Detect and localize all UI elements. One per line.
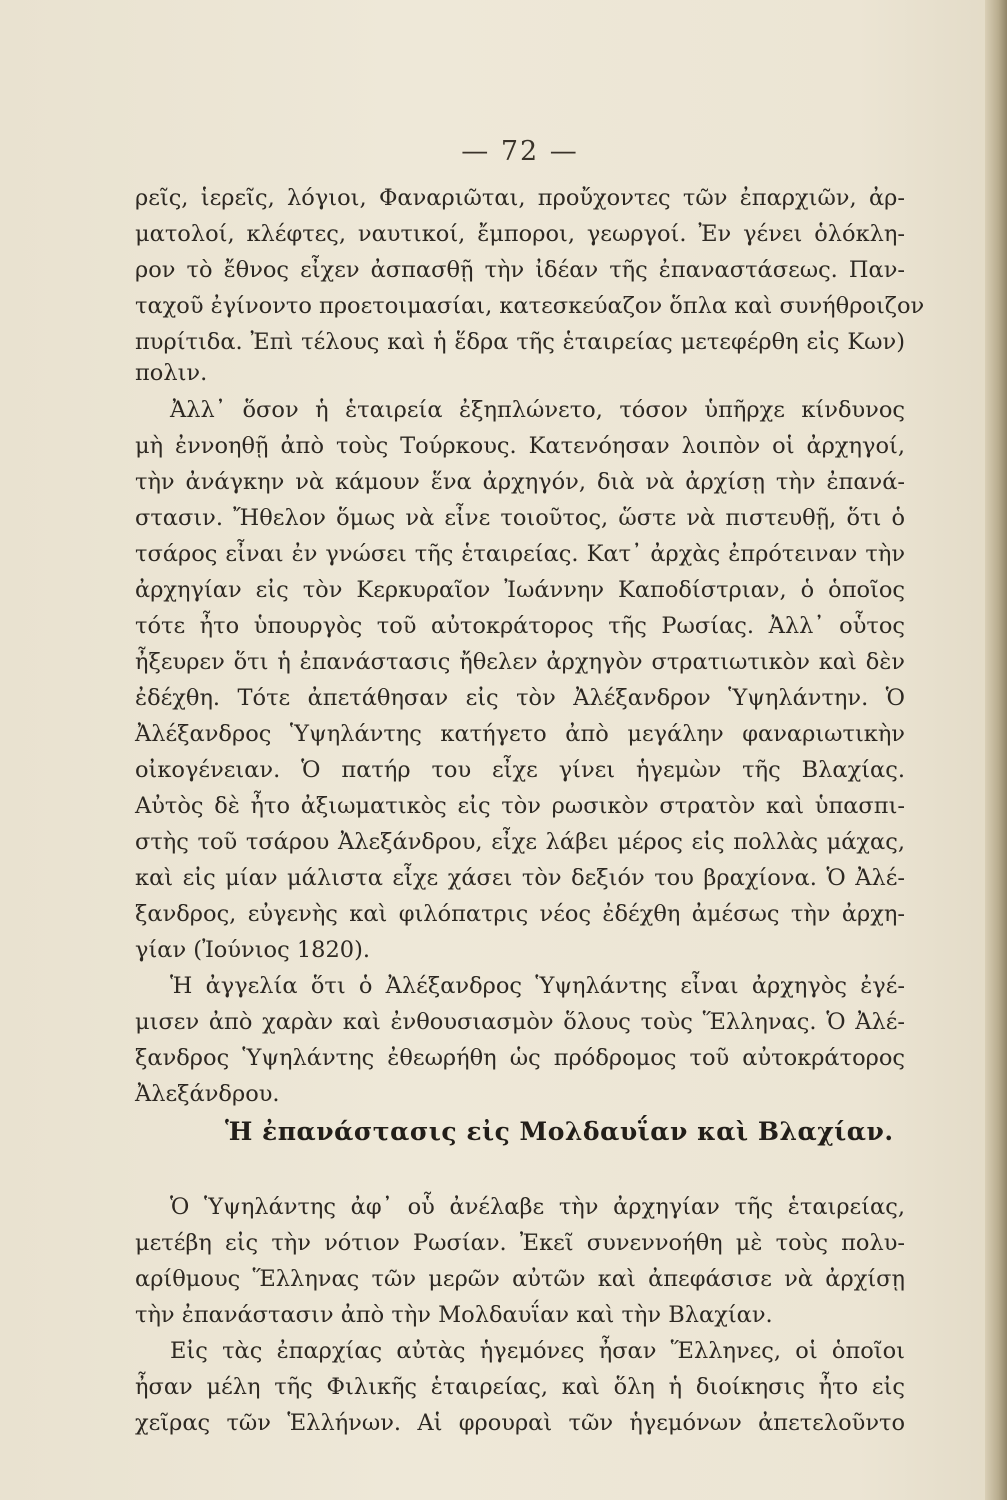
text-line: Ὁ Ὑψηλάντης ἀφ᾽ οὗ ἀνέλαβε τὴν ἀρχηγίαν τῆς ἑταιρείας,: [170, 1194, 905, 1220]
page-edge: [985, 0, 1007, 1500]
section-heading: Ἡ ἐπανάστασις εἰς Μολδαυΐαν καὶ Βλαχίαν.: [225, 1117, 894, 1146]
text-line: ἦσαν μέλη τῆς Φιλικῆς ἑταιρείας, καὶ ὅλη ἡ διοίκησις ἦτο εἰς: [135, 1374, 905, 1400]
text-line: Ἀλεξάνδρου.: [135, 1081, 280, 1107]
text-line: ρεῖς, ἱερεῖς, λόγιοι, Φαναριῶται, προὔχοντες τῶν ἐπαρχιῶν, ἀρ-: [135, 185, 905, 211]
text-line: ματολοί, κλέφτες, ναυτικοί, ἔμποροι, γεωργοί. Ἐν γένει ὁλόκλη-: [135, 221, 905, 247]
text-line: ξανδρος, εὐγενὴς καὶ φιλόπατρις νέος ἐδέχθη ἀμέσως τὴν ἀρχη-: [135, 901, 905, 927]
text-line: γίαν (Ἰούνιος 1820).: [135, 937, 371, 963]
text-line: οἰκογένειαν. Ὁ πατήρ του εἶχε γίνει ἡγεμὼν τῆς Βλαχίας.: [135, 757, 905, 783]
text-line: στασιν. Ἤθελον ὅμως νὰ εἶνε τοιοῦτος, ὥστε νὰ πιστευθῇ, ὅτι ὁ: [135, 505, 905, 531]
text-line: μετέβη εἰς τὴν νότιον Ρωσίαν. Ἐκεῖ συνεννοήθη μὲ τοὺς πολυ-: [135, 1230, 905, 1256]
text-line: ρον τὸ ἔθνος εἶχεν ἀσπασθῇ τὴν ἰδέαν τῆς ἐπαναστάσεως. Παν-: [135, 257, 905, 283]
page-number: — 72 —: [461, 136, 579, 167]
text-line: ξανδρος Ὑψηλάντης ἐθεωρήθη ὡς πρόδρομος τοῦ αὐτοκράτορος: [135, 1045, 905, 1071]
text-line: Ἀλέξανδρος Ὑψηλάντης κατήγετο ἀπὸ μεγάλην φαναριωτικὴν: [135, 721, 905, 747]
text-line: Ἡ ἀγγελία ὅτι ὁ Ἀλέξανδρος Ὑψηλάντης εἶναι ἀρχηγὸς ἐγέ-: [170, 973, 905, 999]
text-line: μισεν ἀπὸ χαρὰν καὶ ἐνθουσιασμὸν ὅλους τοὺς Ἕλληνας. Ὁ Ἀλέ-: [135, 1009, 905, 1035]
text-line: ἀρχηγίαν εἰς τὸν Κερκυραῖον Ἰωάννην Καποδίστριαν, ὁ ὁποῖος: [135, 577, 905, 603]
text-line: καὶ εἰς μίαν μάλιστα εἶχε χάσει τὸν δεξιόν του βραχίονα. Ὁ Ἀλέ-: [135, 865, 905, 891]
text-line: χεῖρας τῶν Ἑλλήνων. Αἱ φρουραὶ τῶν ἡγεμόνων ἀπετελοῦντο: [135, 1410, 905, 1436]
text-line: Αὐτὸς δὲ ἦτο ἀξιωματικὸς εἰς τὸν ρωσικὸν στρατὸν καὶ ὑπασπι-: [135, 793, 905, 819]
text-line: πολιν.: [135, 360, 208, 386]
text-line: ἦξευρεν ὅτι ἡ ἐπανάστασις ἤθελεν ἀρχηγὸν στρατιωτικὸν καὶ δὲν: [135, 649, 905, 675]
text-line: μὴ ἐννοηθῇ ἀπὸ τοὺς Τούρκους. Κατενόησαν λοιπὸν οἱ ἀρχηγοί,: [135, 433, 905, 459]
text-line: τὴν ἀνάγκην νὰ κάμουν ἕνα ἀρχηγόν, διὰ νὰ ἀρχίσῃ τὴν ἐπανά-: [135, 469, 905, 495]
text-line: Εἰς τὰς ἐπαρχίας αὐτὰς ἡγεμόνες ἦσαν Ἕλληνες, οἱ ὁποῖοι: [170, 1338, 905, 1364]
text-line: αρίθμους Ἕλληνας τῶν μερῶν αὐτῶν καὶ ἀπεφάσισε νὰ ἀρχίσῃ: [135, 1266, 905, 1292]
text-line: πυρίτιδα. Ἐπὶ τέλους καὶ ἡ ἕδρα τῆς ἑταιρείας μετεφέρθη εἰς Κων): [135, 329, 905, 355]
text-line: τότε ἦτο ὑπουργὸς τοῦ αὐτοκράτορος τῆς Ρωσίας. Ἀλλ᾽ οὗτος: [135, 613, 905, 639]
text-line: τὴν ἐπανάστασιν ἀπὸ τὴν Μολδαυΐαν καὶ τὴν Βλαχίαν.: [135, 1302, 773, 1328]
text-line: στὴς τοῦ τσάρου Ἀλεξάνδρου, εἶχε λάβει μέρος εἰς πολλὰς μάχας,: [135, 829, 905, 855]
text-line: τσάρος εἶναι ἐν γνώσει τῆς ἑταιρείας. Κατ᾽ ἀρχὰς ἐπρότειναν τὴν: [135, 541, 905, 567]
text-line: ἐδέχθη. Τότε ἀπετάθησαν εἰς τὸν Ἀλέξανδρον Ὑψηλάντην. Ὁ: [135, 685, 905, 711]
text-line: Ἀλλ᾽ ὅσον ἡ ἑταιρεία ἐξηπλώνετο, τόσον ὑπῆρχε κίνδυνος: [170, 397, 905, 423]
text-line: ταχοῦ ἐγίνοντο προετοιμασίαι, κατεσκεύαζον ὅπλα καὶ συνήθροιζον: [135, 293, 925, 319]
